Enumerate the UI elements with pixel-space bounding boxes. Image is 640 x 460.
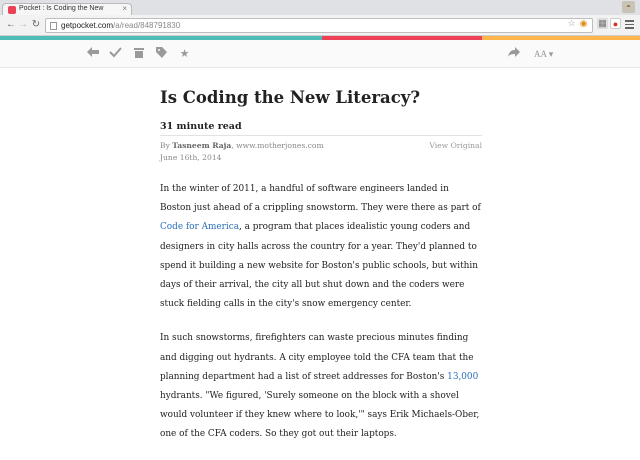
pocket-favicon-icon [8, 6, 16, 14]
page-icon [50, 22, 57, 30]
article-body [160, 180, 482, 460]
tag-icon[interactable] [155, 47, 168, 61]
read-time: 31 minute read [160, 121, 242, 132]
adblock-icon[interactable]: ● [610, 18, 621, 29]
menu-icon[interactable] [625, 20, 634, 31]
tab-close-icon[interactable]: × [122, 4, 127, 13]
view-original-link[interactable]: View Original [429, 141, 482, 150]
article-title: Is Coding the New Literacy? [160, 88, 421, 107]
back-icon[interactable]: ← [6, 19, 16, 30]
divider [160, 135, 482, 136]
code-for-america-link[interactable]: Code for America [160, 222, 239, 233]
bookmark-star-icon[interactable]: ☆ [567, 18, 576, 28]
publish-date: June 16th, 2014 [160, 153, 222, 162]
profile-avatar-icon[interactable]: ◓ [622, 1, 635, 13]
reload-icon[interactable]: ↻ [31, 19, 41, 30]
trash-icon[interactable] [132, 47, 145, 61]
back-arrow-icon[interactable] [86, 47, 99, 60]
browser-toolbar [0, 15, 640, 36]
author: Tasneem Raja [172, 141, 232, 150]
font-size-control[interactable]: AA ▾ [534, 49, 554, 59]
forward-icon[interactable]: → [18, 19, 28, 30]
bookmark-key-icon[interactable]: ◉ [579, 18, 588, 28]
pocket-toolbar [0, 40, 640, 68]
tab-title: Pocket : Is Coding the New [19, 5, 104, 12]
url-text: getpocket.com/a/read/848791830 [61, 21, 181, 30]
address-bar[interactable] [45, 18, 593, 33]
favorite-star-icon[interactable]: ★ [179, 48, 190, 60]
paragraph: In the winter of 2011, a handful of software engineers landed in Boston just ahead of a crippling snowstorm. They were there as part of Code for America, a program that places idealistic young coders and designers in city halls across the country for a year. They'd planned to spend it building a new website for Boston's public schools, but within days of their arrival, the city all but shut down and the coders were stuck fielding calls in the city's snow emergency center. [160, 184, 481, 310]
share-icon[interactable] [507, 47, 520, 60]
paragraph: In such snowstorms, firefighters can waste precious minutes finding and digging out hydrants. A city employee told the CFA team that the planning department had a list of street addresses for Boston's 13,000 hydrants. "We figured, 'Surely someone on the block with a shovel would volunteer if they knew where to look,'" says Erik Michaels-Ober, one of the CFA coders. So they got out their laptops. [160, 333, 480, 440]
byline: By Tasneem Raja, www.motherjones.com [160, 141, 324, 150]
archive-check-icon[interactable] [109, 47, 122, 60]
hydrants-count-link[interactable]: 13,000 [447, 371, 479, 382]
browser-tab-strip [0, 0, 640, 15]
extension-icon[interactable]: ▦ [598, 18, 607, 28]
